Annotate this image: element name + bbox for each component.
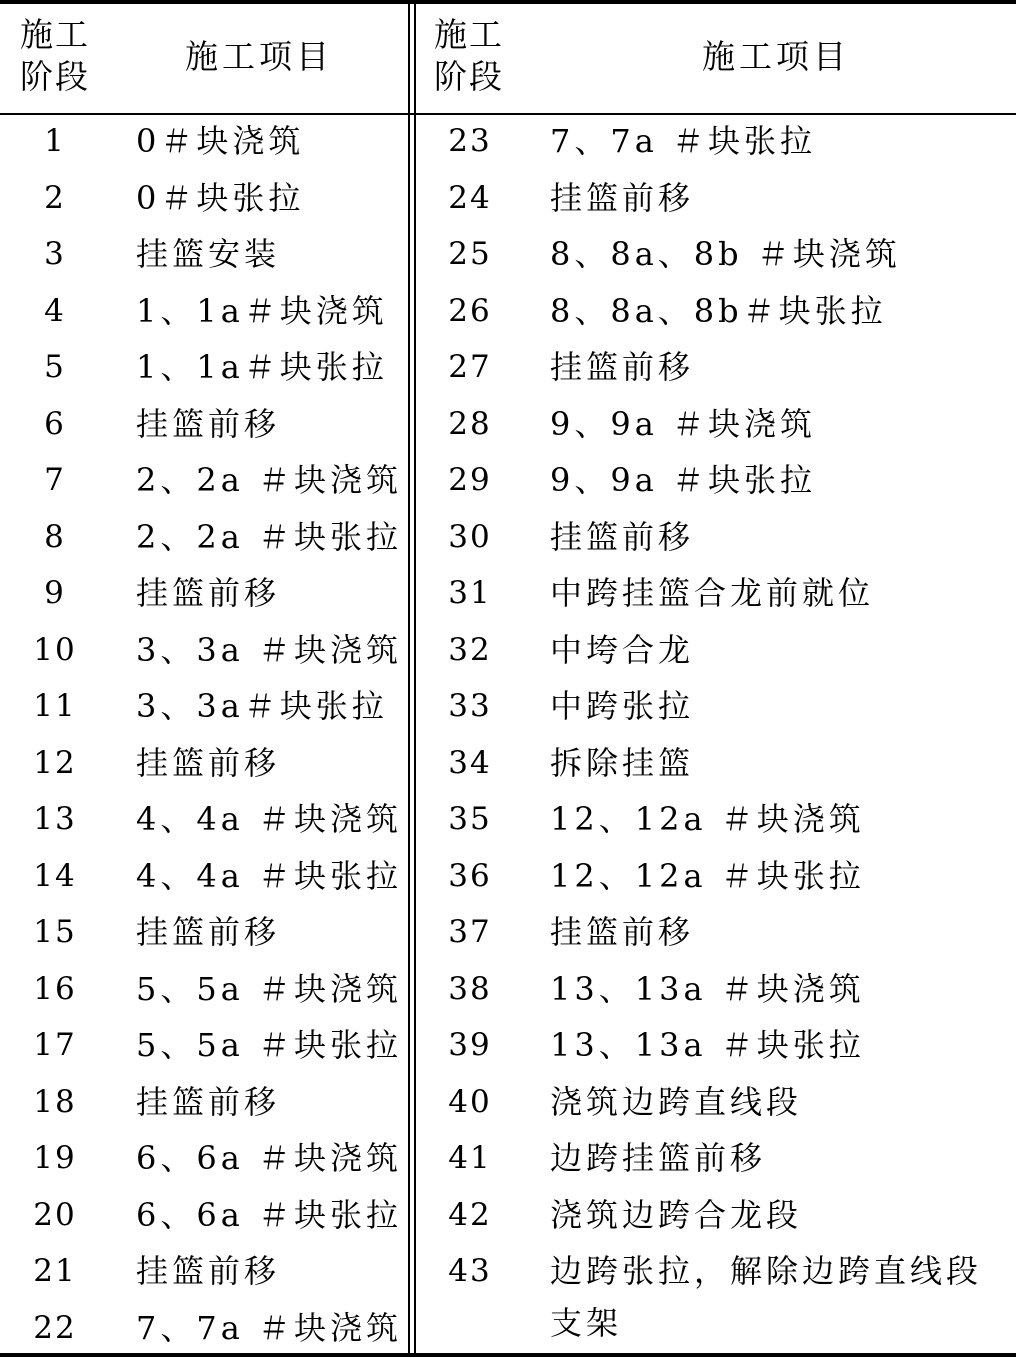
header-item-label: 施工项目 bbox=[536, 36, 1016, 78]
table-row bbox=[0, 172, 408, 229]
stage-number: 40 bbox=[430, 1082, 510, 1122]
construction-item: 挂篮前移 bbox=[550, 178, 1000, 218]
construction-item: 中跨张拉 bbox=[550, 686, 1000, 726]
construction-item: 5、5a ＃块张拉 bbox=[136, 1025, 402, 1065]
stage-number: 12 bbox=[15, 743, 95, 783]
construction-item: 挂篮前移 bbox=[550, 347, 1000, 387]
table-row bbox=[416, 624, 1016, 681]
construction-item: 13、13a ＃块张拉 bbox=[550, 1025, 1000, 1065]
construction-item: 挂篮前移 bbox=[550, 912, 1000, 952]
stage-number: 36 bbox=[430, 856, 510, 896]
stage-number: 33 bbox=[430, 686, 510, 726]
construction-item: 13、13a ＃块浇筑 bbox=[550, 969, 1000, 1009]
header-stage-line1: 施工 bbox=[20, 14, 100, 56]
stage-number: 27 bbox=[430, 347, 510, 387]
construction-item: 12、12a ＃块张拉 bbox=[550, 856, 1000, 896]
table-row bbox=[0, 1302, 408, 1358]
stage-number: 30 bbox=[430, 517, 510, 557]
stage-number: 22 bbox=[15, 1308, 95, 1348]
center-double-rule-left bbox=[408, 0, 410, 1357]
table-row bbox=[0, 115, 408, 172]
table-row bbox=[416, 850, 1016, 907]
stage-number: 4 bbox=[15, 291, 95, 331]
table-row bbox=[0, 341, 408, 398]
table-row bbox=[0, 624, 408, 681]
stage-number: 13 bbox=[15, 799, 95, 839]
right-rows bbox=[416, 115, 1016, 1355]
table-row bbox=[0, 567, 408, 624]
construction-item: 浇筑边跨合龙段 bbox=[550, 1195, 1000, 1235]
table-row bbox=[0, 906, 408, 963]
construction-item: 挂篮前移 bbox=[136, 404, 280, 444]
construction-item: 9、9a ＃块张拉 bbox=[550, 460, 1000, 500]
table-row bbox=[416, 115, 1016, 172]
table-row bbox=[0, 511, 408, 568]
stage-number: 41 bbox=[430, 1138, 510, 1178]
table-row bbox=[416, 1189, 1016, 1246]
table-row bbox=[416, 341, 1016, 398]
construction-item: 挂篮前移 bbox=[550, 517, 1000, 557]
stage-number: 25 bbox=[430, 234, 510, 274]
stage-number: 2 bbox=[15, 178, 95, 218]
table-row bbox=[416, 793, 1016, 850]
construction-item: 挂篮前移 bbox=[136, 912, 280, 952]
stage-number: 37 bbox=[430, 912, 510, 952]
construction-item: 中跨挂篮合龙前就位 bbox=[550, 573, 1000, 613]
construction-item: 浇筑边跨直线段 bbox=[550, 1082, 1000, 1122]
stage-number: 21 bbox=[15, 1251, 95, 1291]
stage-number: 7 bbox=[15, 460, 95, 500]
stage-number: 26 bbox=[430, 291, 510, 331]
table-row bbox=[416, 1076, 1016, 1133]
construction-item: 3、3a ＃块浇筑 bbox=[136, 630, 402, 670]
construction-item: 7、7a ＃块浇筑 bbox=[136, 1308, 402, 1348]
construction-item: 8、8a、8b＃块张拉 bbox=[550, 291, 1000, 331]
construction-item: 6、6a ＃块张拉 bbox=[136, 1195, 402, 1235]
table-row bbox=[0, 454, 408, 511]
construction-item: 挂篮前移 bbox=[136, 1082, 280, 1122]
construction-item: 挂篮前移 bbox=[136, 743, 280, 783]
table-row bbox=[416, 511, 1016, 568]
stage-number: 14 bbox=[15, 856, 95, 896]
construction-item: 7、7a ＃块张拉 bbox=[550, 121, 1000, 161]
stage-number: 42 bbox=[430, 1195, 510, 1235]
construction-item: 边跨挂篮前移 bbox=[550, 1138, 1000, 1178]
construction-item: 挂篮前移 bbox=[136, 1251, 280, 1291]
header-stage-line2: 阶段 bbox=[434, 56, 514, 98]
construction-item: 3、3a＃块张拉 bbox=[136, 686, 388, 726]
table-row bbox=[0, 1245, 408, 1302]
table-row bbox=[416, 1132, 1016, 1189]
construction-item: 6、6a ＃块浇筑 bbox=[136, 1138, 402, 1178]
table-row bbox=[0, 793, 408, 850]
table-row bbox=[0, 680, 408, 737]
table-row bbox=[416, 228, 1016, 285]
stage-number: 20 bbox=[15, 1195, 95, 1235]
stage-number: 1 bbox=[15, 121, 95, 161]
table-row bbox=[416, 963, 1016, 1020]
table-row bbox=[416, 567, 1016, 624]
table-top-rule bbox=[0, 0, 1016, 4]
construction-item: 0＃块张拉 bbox=[136, 178, 304, 218]
table-row bbox=[0, 228, 408, 285]
table-row bbox=[0, 963, 408, 1020]
header-stage-line1: 施工 bbox=[434, 14, 514, 56]
stage-number: 34 bbox=[430, 743, 510, 783]
header-item-label: 施工项目 bbox=[110, 36, 408, 78]
header-stage-line2: 阶段 bbox=[20, 56, 100, 98]
table-row bbox=[416, 1245, 1016, 1355]
stage-number: 24 bbox=[430, 178, 510, 218]
table-row bbox=[0, 1189, 408, 1246]
construction-item: 1、1a＃块张拉 bbox=[136, 347, 388, 387]
left-rows bbox=[0, 115, 408, 1358]
table-row bbox=[416, 285, 1016, 342]
construction-item: 1、1a＃块浇筑 bbox=[136, 291, 388, 331]
construction-item: 拆除挂篮 bbox=[550, 743, 1000, 783]
table-row bbox=[416, 398, 1016, 455]
header-stage-label bbox=[20, 14, 100, 98]
stage-number: 23 bbox=[430, 121, 510, 161]
stage-number: 18 bbox=[15, 1082, 95, 1122]
construction-item: 0＃块浇筑 bbox=[136, 121, 304, 161]
construction-item: 4、4a ＃块张拉 bbox=[136, 856, 402, 896]
construction-item: 9、9a ＃块浇筑 bbox=[550, 404, 1000, 444]
stage-number: 3 bbox=[15, 234, 95, 274]
table-row bbox=[0, 737, 408, 794]
table-row bbox=[416, 906, 1016, 963]
stage-number: 32 bbox=[430, 630, 510, 670]
stage-number: 6 bbox=[15, 404, 95, 444]
stage-number: 17 bbox=[15, 1025, 95, 1065]
stage-number: 43 bbox=[430, 1251, 510, 1291]
stage-number: 9 bbox=[15, 573, 95, 613]
stage-number: 15 bbox=[15, 912, 95, 952]
table-row bbox=[0, 1076, 408, 1133]
stage-number: 11 bbox=[15, 686, 95, 726]
construction-item: 挂篮安装 bbox=[136, 234, 280, 274]
construction-item: 中垮合龙 bbox=[550, 630, 1000, 670]
table-row bbox=[416, 172, 1016, 229]
stage-number: 19 bbox=[15, 1138, 95, 1178]
table-row bbox=[416, 1019, 1016, 1076]
table-row bbox=[0, 285, 408, 342]
construction-item: 8、8a、8b ＃块浇筑 bbox=[550, 234, 1000, 274]
table-row bbox=[0, 1019, 408, 1076]
construction-item: 2、2a ＃块张拉 bbox=[136, 517, 402, 557]
stage-number: 35 bbox=[430, 799, 510, 839]
stage-number: 38 bbox=[430, 969, 510, 1009]
stage-number: 10 bbox=[15, 630, 95, 670]
header-stage-label bbox=[434, 14, 514, 98]
stage-number: 29 bbox=[430, 460, 510, 500]
stage-number: 16 bbox=[15, 969, 95, 1009]
table-row bbox=[416, 680, 1016, 737]
construction-item: 边跨张拉，解除边跨直线段支架 bbox=[550, 1245, 1000, 1349]
construction-item: 12、12a ＃块浇筑 bbox=[550, 799, 1000, 839]
construction-item: 2、2a ＃块浇筑 bbox=[136, 460, 402, 500]
construction-item: 4、4a ＃块浇筑 bbox=[136, 799, 402, 839]
stage-number: 31 bbox=[430, 573, 510, 613]
table-row bbox=[0, 850, 408, 907]
table-row bbox=[416, 737, 1016, 794]
stage-number: 8 bbox=[15, 517, 95, 557]
stage-number: 28 bbox=[430, 404, 510, 444]
table-row bbox=[416, 454, 1016, 511]
construction-item: 5、5a ＃块浇筑 bbox=[136, 969, 402, 1009]
stage-number: 5 bbox=[15, 347, 95, 387]
table-row bbox=[0, 398, 408, 455]
stage-number: 39 bbox=[430, 1025, 510, 1065]
table-row bbox=[0, 1132, 408, 1189]
construction-item: 挂篮前移 bbox=[136, 573, 280, 613]
